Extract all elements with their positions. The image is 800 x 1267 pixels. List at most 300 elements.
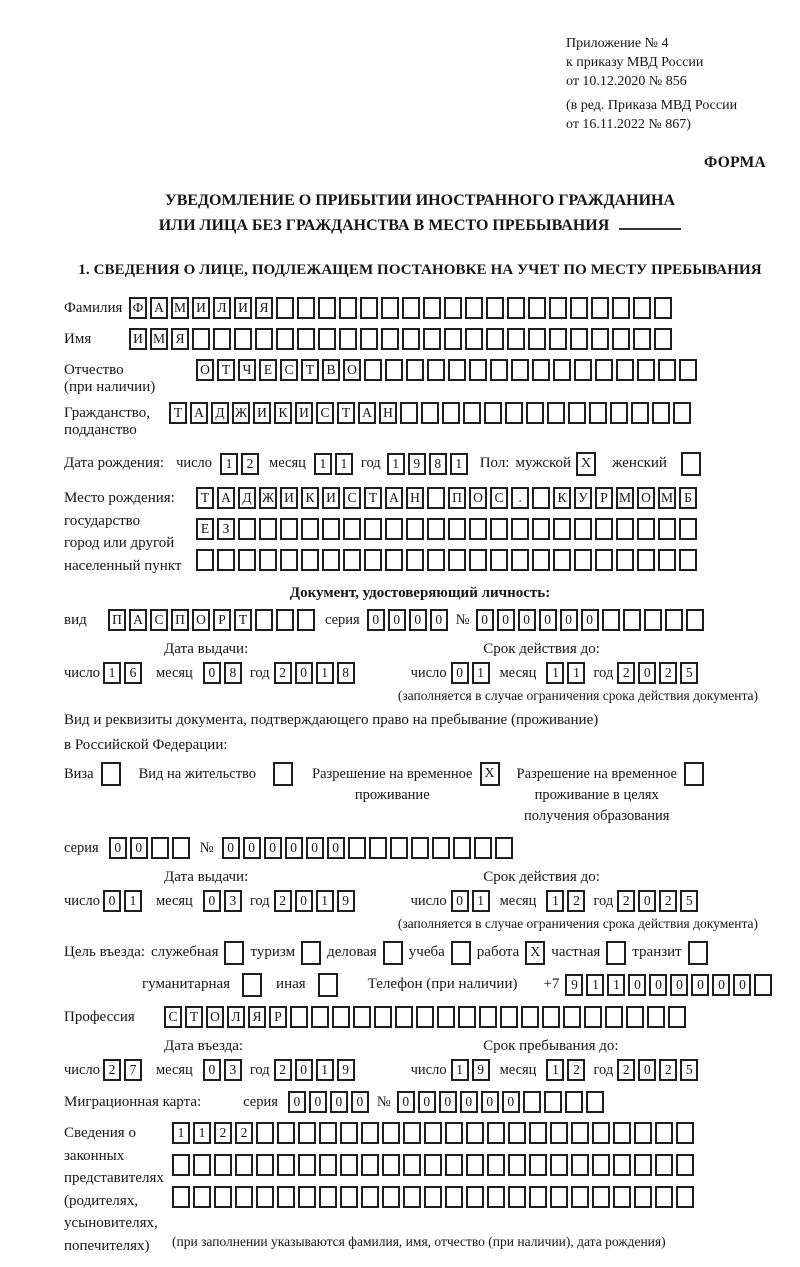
char-cell[interactable] <box>673 402 691 424</box>
char-cell[interactable]: 0 <box>285 837 303 859</box>
char-cell[interactable] <box>406 549 424 571</box>
char-cell[interactable] <box>238 549 256 571</box>
char-cell[interactable] <box>319 1154 337 1176</box>
char-cell[interactable] <box>616 518 634 540</box>
char-cell[interactable]: С <box>280 359 298 381</box>
char-cell[interactable] <box>676 1122 694 1144</box>
char-cell[interactable] <box>626 1006 644 1028</box>
purpose-opt-work-checkbox[interactable]: X <box>525 941 545 965</box>
char-cell[interactable] <box>550 1122 568 1144</box>
char-cell[interactable]: 0 <box>203 1059 221 1081</box>
char-cell[interactable] <box>487 1186 505 1208</box>
char-cell[interactable]: 2 <box>659 1059 677 1081</box>
char-cell[interactable]: А <box>190 402 208 424</box>
char-cell[interactable] <box>353 1006 371 1028</box>
char-cell[interactable] <box>403 1154 421 1176</box>
char-cell[interactable] <box>214 1154 232 1176</box>
char-cell[interactable] <box>550 1154 568 1176</box>
char-cell[interactable] <box>369 837 387 859</box>
char-cell[interactable] <box>658 549 676 571</box>
char-cell[interactable]: 2 <box>659 662 677 684</box>
char-cell[interactable] <box>343 549 361 571</box>
char-cell[interactable] <box>193 1186 211 1208</box>
char-cell[interactable] <box>318 297 336 319</box>
char-cell[interactable]: 0 <box>222 837 240 859</box>
char-cell[interactable] <box>193 1154 211 1176</box>
char-cell[interactable] <box>634 1154 652 1176</box>
char-cell[interactable] <box>385 549 403 571</box>
char-cell[interactable] <box>298 1186 316 1208</box>
char-cell[interactable]: А <box>358 402 376 424</box>
char-cell[interactable] <box>547 402 565 424</box>
char-cell[interactable] <box>655 1122 673 1144</box>
char-cell[interactable]: 2 <box>617 890 635 912</box>
char-cell[interactable]: Е <box>259 359 277 381</box>
char-cell[interactable]: 0 <box>306 837 324 859</box>
char-cell[interactable]: И <box>295 402 313 424</box>
char-cell[interactable] <box>549 328 567 350</box>
char-cell[interactable]: С <box>164 1006 182 1028</box>
char-cell[interactable]: Т <box>217 359 235 381</box>
char-cell[interactable]: Р <box>595 487 613 509</box>
char-cell[interactable] <box>508 1122 526 1144</box>
char-cell[interactable] <box>411 837 429 859</box>
char-cell[interactable] <box>633 328 651 350</box>
char-cell[interactable]: Т <box>196 487 214 509</box>
char-cell[interactable]: Т <box>364 487 382 509</box>
char-cell[interactable]: 0 <box>649 974 667 996</box>
char-cell[interactable] <box>605 1006 623 1028</box>
char-cell[interactable] <box>385 518 403 540</box>
char-cell[interactable]: 8 <box>429 453 447 475</box>
char-cell[interactable] <box>361 1122 379 1144</box>
char-cell[interactable] <box>319 1186 337 1208</box>
char-cell[interactable]: Д <box>238 487 256 509</box>
purpose-opt-humanitarian-checkbox[interactable] <box>242 973 262 997</box>
char-cell[interactable]: 5 <box>680 662 698 684</box>
char-cell[interactable]: 2 <box>241 453 259 475</box>
char-cell[interactable] <box>340 1122 358 1144</box>
char-cell[interactable] <box>574 549 592 571</box>
char-cell[interactable]: 1 <box>172 1122 190 1144</box>
char-cell[interactable]: 1 <box>193 1122 211 1144</box>
char-cell[interactable]: Л <box>213 297 231 319</box>
char-cell[interactable]: 2 <box>617 1059 635 1081</box>
char-cell[interactable] <box>574 518 592 540</box>
char-cell[interactable] <box>311 1006 329 1028</box>
char-cell[interactable] <box>595 518 613 540</box>
char-cell[interactable]: 0 <box>243 837 261 859</box>
char-cell[interactable] <box>542 1006 560 1028</box>
char-cell[interactable] <box>298 1122 316 1144</box>
char-cell[interactable]: Р <box>213 609 231 631</box>
char-cell[interactable] <box>679 359 697 381</box>
char-cell[interactable]: 0 <box>351 1091 369 1113</box>
char-cell[interactable] <box>613 1122 631 1144</box>
char-cell[interactable]: М <box>150 328 168 350</box>
char-cell[interactable]: 3 <box>224 1059 242 1081</box>
char-cell[interactable] <box>234 328 252 350</box>
char-cell[interactable] <box>553 359 571 381</box>
char-cell[interactable] <box>654 328 672 350</box>
char-cell[interactable] <box>612 328 630 350</box>
char-cell[interactable]: 8 <box>224 662 242 684</box>
char-cell[interactable]: И <box>322 487 340 509</box>
char-cell[interactable] <box>633 297 651 319</box>
char-cell[interactable]: 0 <box>691 974 709 996</box>
purpose-opt-business-checkbox[interactable] <box>383 941 403 965</box>
char-cell[interactable] <box>474 837 492 859</box>
char-cell[interactable]: Т <box>234 609 252 631</box>
char-cell[interactable] <box>565 1091 583 1113</box>
char-cell[interactable]: 1 <box>586 974 604 996</box>
char-cell[interactable]: Т <box>301 359 319 381</box>
char-cell[interactable] <box>277 1122 295 1144</box>
char-cell[interactable] <box>322 518 340 540</box>
char-cell[interactable] <box>276 609 294 631</box>
char-cell[interactable] <box>654 297 672 319</box>
char-cell[interactable] <box>427 359 445 381</box>
char-cell[interactable]: Т <box>185 1006 203 1028</box>
char-cell[interactable] <box>301 549 319 571</box>
char-cell[interactable] <box>544 1091 562 1113</box>
char-cell[interactable] <box>403 1186 421 1208</box>
char-cell[interactable] <box>466 1154 484 1176</box>
char-cell[interactable] <box>469 549 487 571</box>
char-cell[interactable] <box>613 1154 631 1176</box>
char-cell[interactable] <box>385 359 403 381</box>
char-cell[interactable] <box>647 1006 665 1028</box>
char-cell[interactable] <box>584 1006 602 1028</box>
char-cell[interactable]: О <box>469 487 487 509</box>
char-cell[interactable] <box>529 1186 547 1208</box>
char-cell[interactable] <box>421 402 439 424</box>
char-cell[interactable]: 0 <box>638 1059 656 1081</box>
char-cell[interactable] <box>550 1186 568 1208</box>
char-cell[interactable] <box>505 402 523 424</box>
char-cell[interactable] <box>486 297 504 319</box>
char-cell[interactable]: 1 <box>546 1059 564 1081</box>
char-cell[interactable]: С <box>150 609 168 631</box>
char-cell[interactable]: 0 <box>418 1091 436 1113</box>
char-cell[interactable] <box>602 609 620 631</box>
char-cell[interactable] <box>444 297 462 319</box>
char-cell[interactable] <box>679 518 697 540</box>
char-cell[interactable] <box>592 1186 610 1208</box>
char-cell[interactable] <box>444 328 462 350</box>
char-cell[interactable] <box>255 609 273 631</box>
char-cell[interactable]: 0 <box>309 1091 327 1113</box>
char-cell[interactable]: 0 <box>203 890 221 912</box>
char-cell[interactable]: П <box>171 609 189 631</box>
char-cell[interactable]: Ж <box>232 402 250 424</box>
char-cell[interactable] <box>458 1006 476 1028</box>
char-cell[interactable] <box>276 297 294 319</box>
char-cell[interactable]: М <box>616 487 634 509</box>
char-cell[interactable] <box>297 328 315 350</box>
char-cell[interactable]: И <box>129 328 147 350</box>
char-cell[interactable]: 0 <box>367 609 385 631</box>
char-cell[interactable]: 5 <box>680 1059 698 1081</box>
option-temp-residence-checkbox[interactable]: X <box>480 762 500 786</box>
char-cell[interactable] <box>364 359 382 381</box>
char-cell[interactable] <box>571 1154 589 1176</box>
char-cell[interactable] <box>571 1122 589 1144</box>
char-cell[interactable] <box>532 549 550 571</box>
char-cell[interactable] <box>424 1186 442 1208</box>
char-cell[interactable]: Ж <box>259 487 277 509</box>
char-cell[interactable] <box>610 402 628 424</box>
char-cell[interactable] <box>686 609 704 631</box>
char-cell[interactable]: 9 <box>337 890 355 912</box>
char-cell[interactable] <box>172 837 190 859</box>
char-cell[interactable] <box>487 1122 505 1144</box>
char-cell[interactable] <box>402 297 420 319</box>
char-cell[interactable] <box>259 549 277 571</box>
char-cell[interactable] <box>151 837 169 859</box>
char-cell[interactable] <box>423 297 441 319</box>
char-cell[interactable] <box>568 402 586 424</box>
char-cell[interactable]: 0 <box>638 662 656 684</box>
char-cell[interactable] <box>427 549 445 571</box>
char-cell[interactable] <box>486 328 504 350</box>
char-cell[interactable]: 0 <box>295 662 313 684</box>
char-cell[interactable]: П <box>108 609 126 631</box>
char-cell[interactable] <box>427 518 445 540</box>
char-cell[interactable]: 1 <box>335 453 353 475</box>
char-cell[interactable]: 0 <box>581 609 599 631</box>
char-cell[interactable]: К <box>301 487 319 509</box>
char-cell[interactable] <box>348 837 366 859</box>
char-cell[interactable] <box>652 402 670 424</box>
char-cell[interactable]: Н <box>379 402 397 424</box>
char-cell[interactable]: 0 <box>476 609 494 631</box>
char-cell[interactable]: 1 <box>316 1059 334 1081</box>
purpose-opt-other-checkbox[interactable] <box>318 973 338 997</box>
char-cell[interactable]: 1 <box>220 453 238 475</box>
char-cell[interactable] <box>340 1186 358 1208</box>
char-cell[interactable]: Д <box>211 402 229 424</box>
char-cell[interactable] <box>465 328 483 350</box>
char-cell[interactable]: А <box>385 487 403 509</box>
char-cell[interactable] <box>463 402 481 424</box>
char-cell[interactable] <box>570 328 588 350</box>
char-cell[interactable]: З <box>217 518 235 540</box>
char-cell[interactable]: 1 <box>472 662 490 684</box>
char-cell[interactable] <box>453 837 471 859</box>
char-cell[interactable] <box>196 549 214 571</box>
char-cell[interactable]: У <box>574 487 592 509</box>
char-cell[interactable] <box>424 1154 442 1176</box>
char-cell[interactable] <box>432 837 450 859</box>
char-cell[interactable]: 2 <box>103 1059 121 1081</box>
char-cell[interactable] <box>214 1186 232 1208</box>
char-cell[interactable]: Ф <box>129 297 147 319</box>
char-cell[interactable] <box>528 328 546 350</box>
char-cell[interactable]: 2 <box>214 1122 232 1144</box>
char-cell[interactable] <box>217 549 235 571</box>
char-cell[interactable] <box>381 297 399 319</box>
char-cell[interactable] <box>754 974 772 996</box>
char-cell[interactable] <box>297 609 315 631</box>
char-cell[interactable]: Е <box>196 518 214 540</box>
char-cell[interactable]: 1 <box>316 662 334 684</box>
char-cell[interactable]: 2 <box>617 662 635 684</box>
char-cell[interactable] <box>256 1154 274 1176</box>
char-cell[interactable]: Т <box>169 402 187 424</box>
char-cell[interactable]: Я <box>255 297 273 319</box>
char-cell[interactable]: И <box>234 297 252 319</box>
char-cell[interactable]: С <box>343 487 361 509</box>
option-residence-permit-checkbox[interactable] <box>273 762 293 786</box>
char-cell[interactable] <box>570 297 588 319</box>
char-cell[interactable] <box>553 549 571 571</box>
char-cell[interactable]: 1 <box>124 890 142 912</box>
char-cell[interactable] <box>616 549 634 571</box>
char-cell[interactable] <box>563 1006 581 1028</box>
char-cell[interactable]: А <box>150 297 168 319</box>
char-cell[interactable]: 0 <box>295 1059 313 1081</box>
char-cell[interactable]: П <box>448 487 466 509</box>
char-cell[interactable] <box>571 1186 589 1208</box>
char-cell[interactable] <box>634 1186 652 1208</box>
char-cell[interactable] <box>495 837 513 859</box>
char-cell[interactable]: 1 <box>316 890 334 912</box>
char-cell[interactable] <box>589 402 607 424</box>
char-cell[interactable] <box>448 549 466 571</box>
char-cell[interactable] <box>361 1154 379 1176</box>
char-cell[interactable] <box>445 1122 463 1144</box>
char-cell[interactable]: А <box>129 609 147 631</box>
char-cell[interactable]: 0 <box>288 1091 306 1113</box>
char-cell[interactable]: 0 <box>539 609 557 631</box>
char-cell[interactable] <box>466 1186 484 1208</box>
char-cell[interactable] <box>500 1006 518 1028</box>
char-cell[interactable]: 6 <box>124 662 142 684</box>
char-cell[interactable] <box>508 1186 526 1208</box>
char-cell[interactable] <box>448 518 466 540</box>
char-cell[interactable] <box>442 402 460 424</box>
char-cell[interactable]: 0 <box>670 974 688 996</box>
purpose-opt-tourism-checkbox[interactable] <box>301 941 321 965</box>
char-cell[interactable]: 0 <box>388 609 406 631</box>
char-cell[interactable] <box>508 1154 526 1176</box>
purpose-opt-transit-checkbox[interactable] <box>688 941 708 965</box>
char-cell[interactable] <box>469 518 487 540</box>
char-cell[interactable]: 1 <box>314 453 332 475</box>
char-cell[interactable] <box>490 518 508 540</box>
purpose-opt-private-checkbox[interactable] <box>606 941 626 965</box>
char-cell[interactable] <box>490 359 508 381</box>
char-cell[interactable] <box>403 1122 421 1144</box>
char-cell[interactable] <box>319 1122 337 1144</box>
char-cell[interactable] <box>528 297 546 319</box>
char-cell[interactable]: 0 <box>451 662 469 684</box>
purpose-opt-study-checkbox[interactable] <box>451 941 471 965</box>
char-cell[interactable] <box>511 549 529 571</box>
char-cell[interactable]: 7 <box>124 1059 142 1081</box>
char-cell[interactable] <box>612 297 630 319</box>
char-cell[interactable] <box>360 328 378 350</box>
char-cell[interactable]: 2 <box>567 890 585 912</box>
char-cell[interactable] <box>592 1122 610 1144</box>
char-cell[interactable]: 1 <box>546 662 564 684</box>
char-cell[interactable]: 0 <box>327 837 345 859</box>
char-cell[interactable]: 0 <box>330 1091 348 1113</box>
char-cell[interactable] <box>298 1154 316 1176</box>
char-cell[interactable]: 2 <box>274 1059 292 1081</box>
char-cell[interactable]: 9 <box>472 1059 490 1081</box>
char-cell[interactable] <box>255 328 273 350</box>
char-cell[interactable] <box>676 1154 694 1176</box>
char-cell[interactable] <box>172 1186 190 1208</box>
char-cell[interactable]: 9 <box>337 1059 355 1081</box>
char-cell[interactable] <box>507 297 525 319</box>
char-cell[interactable] <box>532 359 550 381</box>
char-cell[interactable] <box>400 402 418 424</box>
char-cell[interactable]: 0 <box>518 609 536 631</box>
char-cell[interactable] <box>511 518 529 540</box>
char-cell[interactable] <box>290 1006 308 1028</box>
char-cell[interactable]: И <box>280 487 298 509</box>
char-cell[interactable] <box>591 328 609 350</box>
char-cell[interactable] <box>574 359 592 381</box>
char-cell[interactable] <box>532 518 550 540</box>
char-cell[interactable] <box>658 359 676 381</box>
char-cell[interactable]: 0 <box>397 1091 415 1113</box>
char-cell[interactable] <box>364 549 382 571</box>
char-cell[interactable]: 0 <box>451 890 469 912</box>
char-cell[interactable]: 3 <box>224 890 242 912</box>
char-cell[interactable] <box>644 609 662 631</box>
char-cell[interactable] <box>340 1154 358 1176</box>
char-cell[interactable]: 2 <box>235 1122 253 1144</box>
char-cell[interactable] <box>445 1154 463 1176</box>
char-cell[interactable]: 1 <box>607 974 625 996</box>
char-cell[interactable] <box>553 518 571 540</box>
char-cell[interactable] <box>382 1186 400 1208</box>
char-cell[interactable] <box>382 1154 400 1176</box>
char-cell[interactable]: 1 <box>472 890 490 912</box>
char-cell[interactable]: 1 <box>546 890 564 912</box>
char-cell[interactable] <box>637 549 655 571</box>
char-cell[interactable]: 0 <box>712 974 730 996</box>
char-cell[interactable] <box>301 518 319 540</box>
char-cell[interactable]: 0 <box>733 974 751 996</box>
char-cell[interactable]: 2 <box>274 890 292 912</box>
char-cell[interactable]: 0 <box>103 890 121 912</box>
char-cell[interactable] <box>637 359 655 381</box>
char-cell[interactable]: С <box>490 487 508 509</box>
char-cell[interactable] <box>374 1006 392 1028</box>
char-cell[interactable] <box>406 518 424 540</box>
char-cell[interactable] <box>381 328 399 350</box>
char-cell[interactable] <box>276 328 294 350</box>
char-cell[interactable]: Т <box>337 402 355 424</box>
char-cell[interactable] <box>360 297 378 319</box>
char-cell[interactable]: 0 <box>430 609 448 631</box>
char-cell[interactable]: 0 <box>497 609 515 631</box>
char-cell[interactable] <box>623 609 641 631</box>
char-cell[interactable]: 8 <box>337 662 355 684</box>
char-cell[interactable] <box>297 297 315 319</box>
char-cell[interactable] <box>339 328 357 350</box>
char-cell[interactable]: 0 <box>439 1091 457 1113</box>
char-cell[interactable]: 0 <box>460 1091 478 1113</box>
char-cell[interactable] <box>172 1154 190 1176</box>
char-cell[interactable] <box>676 1186 694 1208</box>
char-cell[interactable]: Я <box>171 328 189 350</box>
